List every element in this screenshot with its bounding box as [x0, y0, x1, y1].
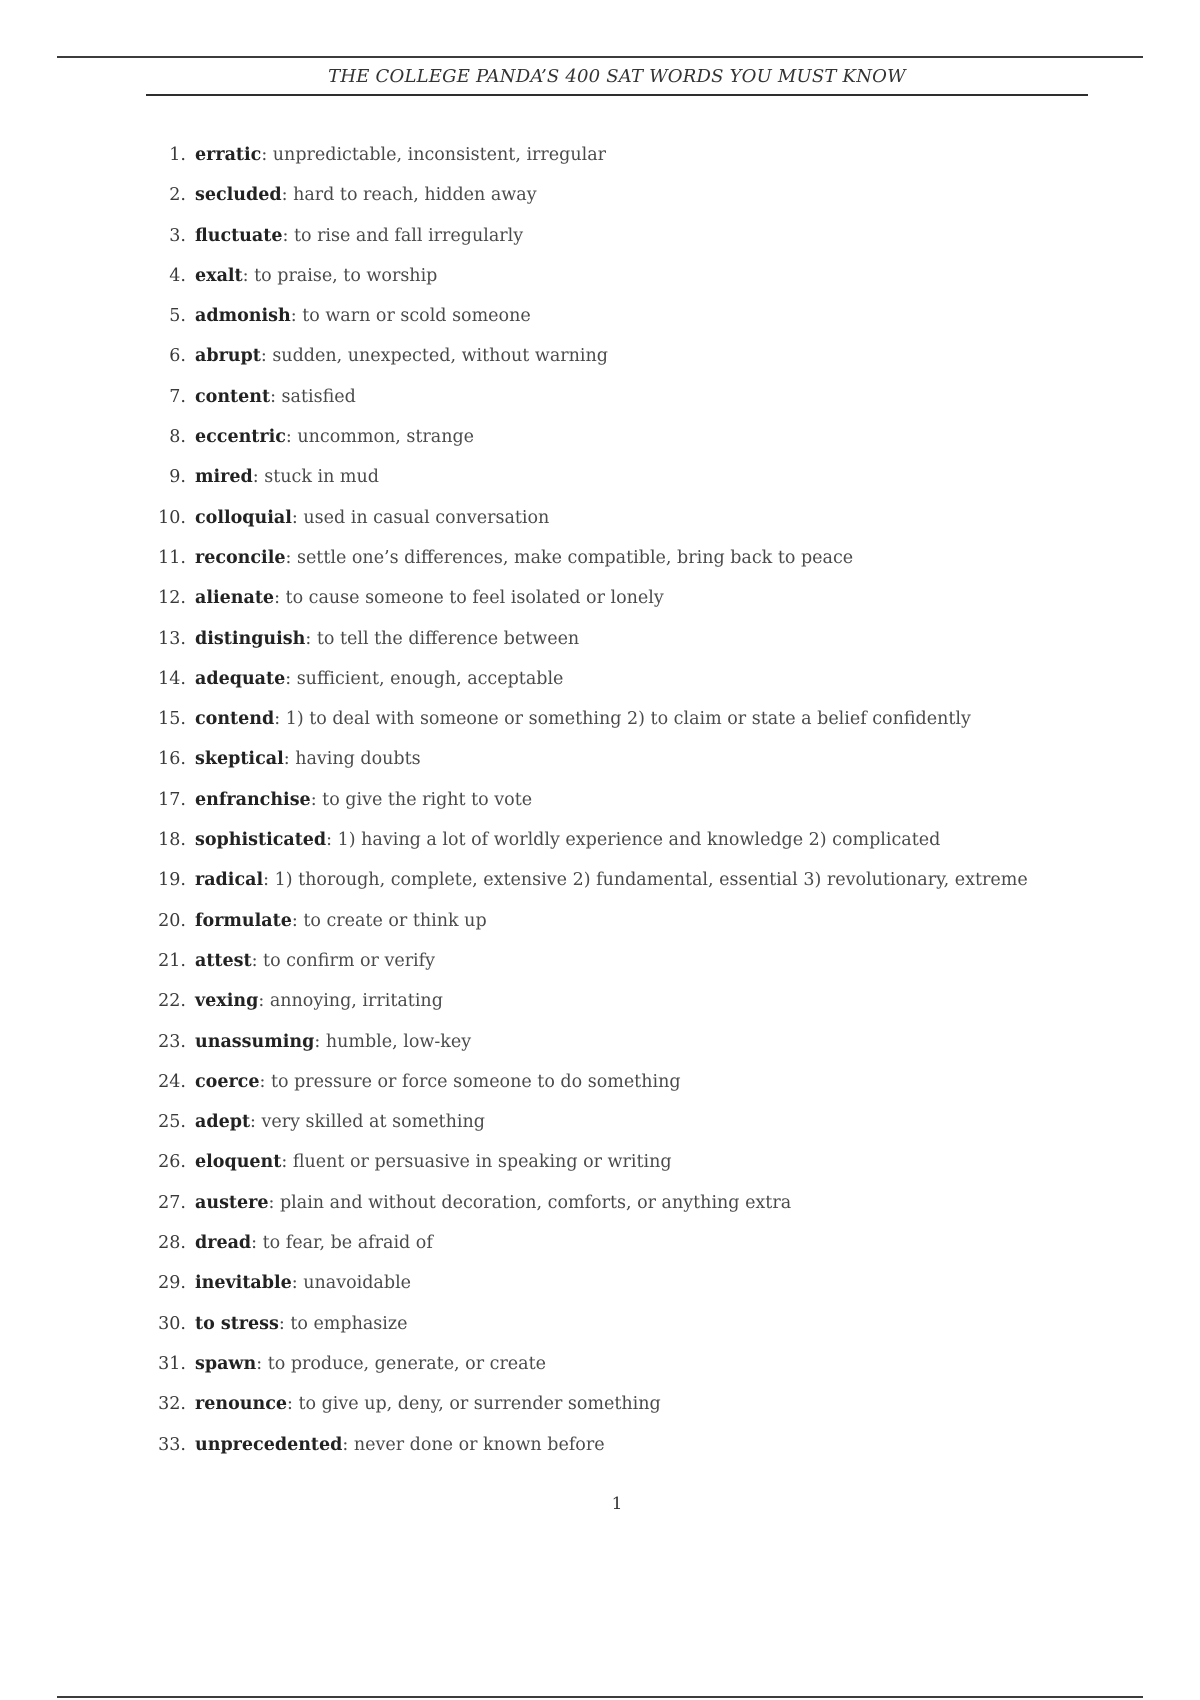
entry-definition: to fear, be afraid of	[262, 1233, 433, 1254]
entry-definition: unpredictable, inconsistent, irregular	[272, 145, 606, 165]
entry-term: exalt	[195, 265, 243, 286]
entry-number: 31.	[158, 1353, 186, 1374]
entry-body: adept: very skilled at something	[195, 1112, 485, 1133]
entry-number: 24.	[158, 1071, 186, 1092]
entry-definition: annoying, irritating	[269, 991, 443, 1012]
entry-term: dread	[195, 1233, 252, 1254]
entry-definition: used in casual conversation	[303, 507, 550, 528]
entry-body: fluctuate: to rise and fall irregularly	[195, 225, 524, 246]
entry-number: 9.	[169, 467, 186, 488]
entry-definition: to praise, to worship	[254, 265, 438, 286]
entry-number: 19.	[158, 870, 186, 891]
entry-number: 29.	[158, 1273, 186, 1294]
entry-body: distinguish: to tell the difference between	[195, 628, 580, 649]
entry-term: eloquent	[195, 1152, 282, 1173]
entry-term: adequate	[195, 668, 286, 689]
entry-body: formulate: to create or think up	[195, 910, 487, 931]
entry-term: skeptical	[195, 749, 284, 770]
entry-body: abrupt: sudden, unexpected, without warning	[195, 346, 608, 367]
entry-body: reconcile: settle one’s differences, make compatible, bring back to peace	[195, 547, 854, 568]
entry-number: 25.	[158, 1112, 186, 1133]
entry-body: contend: 1) to deal with someone or something 2) to claim or state a belief confidently	[195, 709, 971, 730]
entry-body: to stress: to emphasize	[195, 1313, 408, 1334]
entry-term: fluctuate	[195, 225, 283, 246]
entry-number: 30.	[158, 1313, 186, 1334]
entry-term: vexing	[195, 991, 259, 1012]
entry-number: 26.	[158, 1152, 186, 1173]
entry-definition: uncommon, strange	[297, 427, 475, 448]
entry-term: radical	[195, 870, 264, 891]
entry-number: 8.	[169, 427, 186, 448]
entry-term: inevitable	[195, 1273, 292, 1294]
entry-body: secluded: hard to reach, hidden away	[195, 185, 537, 206]
entry-number: 20.	[158, 910, 186, 931]
entry-number: 17.	[158, 789, 186, 810]
entry-term: alienate	[195, 588, 275, 609]
entry-term: colloquial	[195, 507, 292, 528]
entry-number: 3.	[169, 225, 186, 246]
entry-definition: very skilled at something	[261, 1112, 485, 1133]
entry-definition: to rise and fall irregularly	[293, 225, 524, 246]
entry-body: sophisticated: 1) having a lot of worldly experience and knowledge 2) complicated	[195, 830, 941, 851]
entry-number: 2.	[169, 185, 186, 206]
entry-body: unprecedented: never done or known before	[195, 1434, 605, 1455]
entry-body: coerce: to pressure or force someone to do something	[195, 1071, 681, 1092]
entry-body: alienate: to cause someone to feel isolated or lonely	[195, 588, 664, 609]
entry-body: content: satisfied	[195, 386, 356, 407]
entry-definition: humble, low-key	[325, 1031, 472, 1052]
entry-term: adept	[195, 1112, 251, 1133]
header-rule	[146, 94, 1088, 96]
entry-term: abrupt	[195, 346, 261, 367]
entry-definition: to produce, generate, or create	[267, 1353, 546, 1374]
entry-number: 12.	[158, 588, 186, 609]
entry-body: eccentric: uncommon, strange	[195, 427, 475, 448]
entry-definition: to cause someone to feel isolated or lonely	[285, 588, 664, 609]
entry-term: secluded	[195, 185, 282, 206]
entry-number: 6.	[169, 346, 186, 367]
page-number: 1	[611, 1494, 623, 1514]
entry-term: austere	[195, 1192, 269, 1213]
entry-term: reconcile	[195, 547, 286, 568]
entry-number: 18.	[158, 830, 186, 851]
entry-definition: stuck in mud	[264, 467, 379, 488]
entry-definition: to give the right to vote	[322, 789, 533, 810]
entry-term: spawn	[195, 1353, 257, 1374]
entry-term: coerce	[195, 1071, 260, 1092]
entry-term: eccentric	[195, 427, 286, 448]
entry-term: contend	[195, 709, 275, 730]
entry-number: 23.	[158, 1031, 186, 1052]
entry-definition: to create or think up	[303, 910, 487, 931]
entry-definition: 1) to deal with someone or something 2) to claim or state a belief confidently	[285, 709, 971, 730]
entry-definition: 1) having a lot of worldly experience and knowledge 2) complicated	[337, 830, 941, 851]
entry-number: 13.	[158, 628, 186, 649]
entry-body: attest: to confirm or verify	[195, 950, 436, 971]
entry-definition: never done or known before	[353, 1434, 605, 1455]
entry-body: vexing: annoying, irritating	[195, 991, 443, 1012]
entry-body: erratic: unpredictable, inconsistent, irregular	[195, 145, 606, 165]
entry-number: 21.	[158, 950, 186, 971]
entry-definition: plain and without decoration, comforts, or anything extra	[279, 1192, 792, 1213]
entry-definition: satisfied	[281, 386, 356, 407]
entry-body: adequate: sufficient, enough, acceptable	[195, 668, 564, 689]
entry-definition: sufficient, enough, acceptable	[296, 668, 564, 689]
entry-number: 28.	[158, 1233, 186, 1254]
entry-term: unprecedented	[195, 1434, 343, 1455]
entry-term: distinguish	[195, 628, 306, 649]
entry-body: unassuming: humble, low-key	[195, 1031, 472, 1052]
entry-definition: to emphasize	[290, 1313, 408, 1334]
entry-term: attest	[195, 950, 252, 971]
entry-number: 5.	[169, 306, 186, 327]
entry-body: exalt: to praise, to worship	[195, 265, 438, 286]
entry-definition: hard to reach, hidden away	[293, 185, 537, 206]
entry-number: 11.	[158, 547, 186, 568]
entry-definition: 1) thorough, complete, extensive 2) fundamental, essential 3) revolutionary, extreme	[274, 870, 1028, 891]
entry-definition: settle one’s differences, make compatible, bring back to peace	[296, 547, 854, 568]
bottom-page-rule	[57, 1696, 1143, 1698]
entry-body: colloquial: used in casual conversation	[195, 507, 550, 528]
entry-body: admonish: to warn or scold someone	[195, 306, 531, 327]
entry-number: 10.	[158, 507, 186, 528]
entry-definition: sudden, unexpected, without warning	[272, 346, 608, 367]
entry-body: renounce: to give up, deny, or surrender something	[195, 1394, 661, 1415]
entry-body: dread: to fear, be afraid of	[195, 1233, 433, 1254]
entry-term: enfranchise	[195, 789, 311, 810]
entry-term: unassuming	[195, 1031, 315, 1052]
entry-definition: to warn or scold someone	[302, 306, 531, 327]
entry-term: content	[195, 386, 271, 407]
entry-term: admonish	[195, 306, 291, 327]
entry-definition: fluent or persuasive in speaking or writing	[292, 1152, 672, 1173]
entry-number: 15.	[158, 709, 186, 730]
entry-number: 27.	[158, 1192, 186, 1213]
entry-number: 22.	[158, 991, 186, 1012]
entry-body: eloquent: fluent or persuasive in speaking or writing	[195, 1152, 672, 1173]
entry-body: mired: stuck in mud	[195, 467, 379, 488]
entry-body: spawn: to produce, generate, or create	[195, 1353, 546, 1374]
entry-definition: to confirm or verify	[263, 950, 436, 971]
entry-term: mired	[195, 467, 253, 488]
entry-number: 16.	[158, 749, 186, 770]
entry-number: 33.	[158, 1434, 186, 1455]
entry-term: sophisticated	[195, 830, 327, 851]
entry-term: formulate	[195, 910, 292, 931]
top-page-rule	[57, 56, 1143, 58]
entry-term: to stress	[195, 1313, 279, 1334]
entry-definition: unavoidable	[303, 1273, 412, 1294]
entry-body: inevitable: unavoidable	[195, 1273, 412, 1294]
entry-definition: to pressure or force someone to do something	[270, 1071, 681, 1092]
entry-body: skeptical: having doubts	[195, 749, 421, 770]
running-header: THE COLLEGE PANDA’S 400 SAT WORDS YOU MUST KNOW	[328, 66, 906, 87]
entry-body: radical: 1) thorough, complete, extensive 2) fundamental, essential 3) revolutionary, extreme	[195, 870, 1028, 891]
entry-number: 4.	[169, 265, 186, 286]
entry-definition: having doubts	[295, 749, 421, 770]
entry-term: erratic	[195, 145, 262, 165]
entry-number: 14.	[158, 668, 186, 689]
entry-definition: to tell the difference between	[316, 628, 580, 649]
entry-number: 32.	[158, 1394, 186, 1415]
entry-body: austere: plain and without decoration, comforts, or anything extra	[195, 1192, 792, 1213]
entry-body: enfranchise: to give the right to vote	[195, 789, 533, 810]
entry-number: 1.	[169, 145, 186, 165]
entry-number: 7.	[169, 386, 186, 407]
entry-definition: to give up, deny, or surrender something	[298, 1394, 661, 1415]
entry-term: renounce	[195, 1394, 287, 1415]
